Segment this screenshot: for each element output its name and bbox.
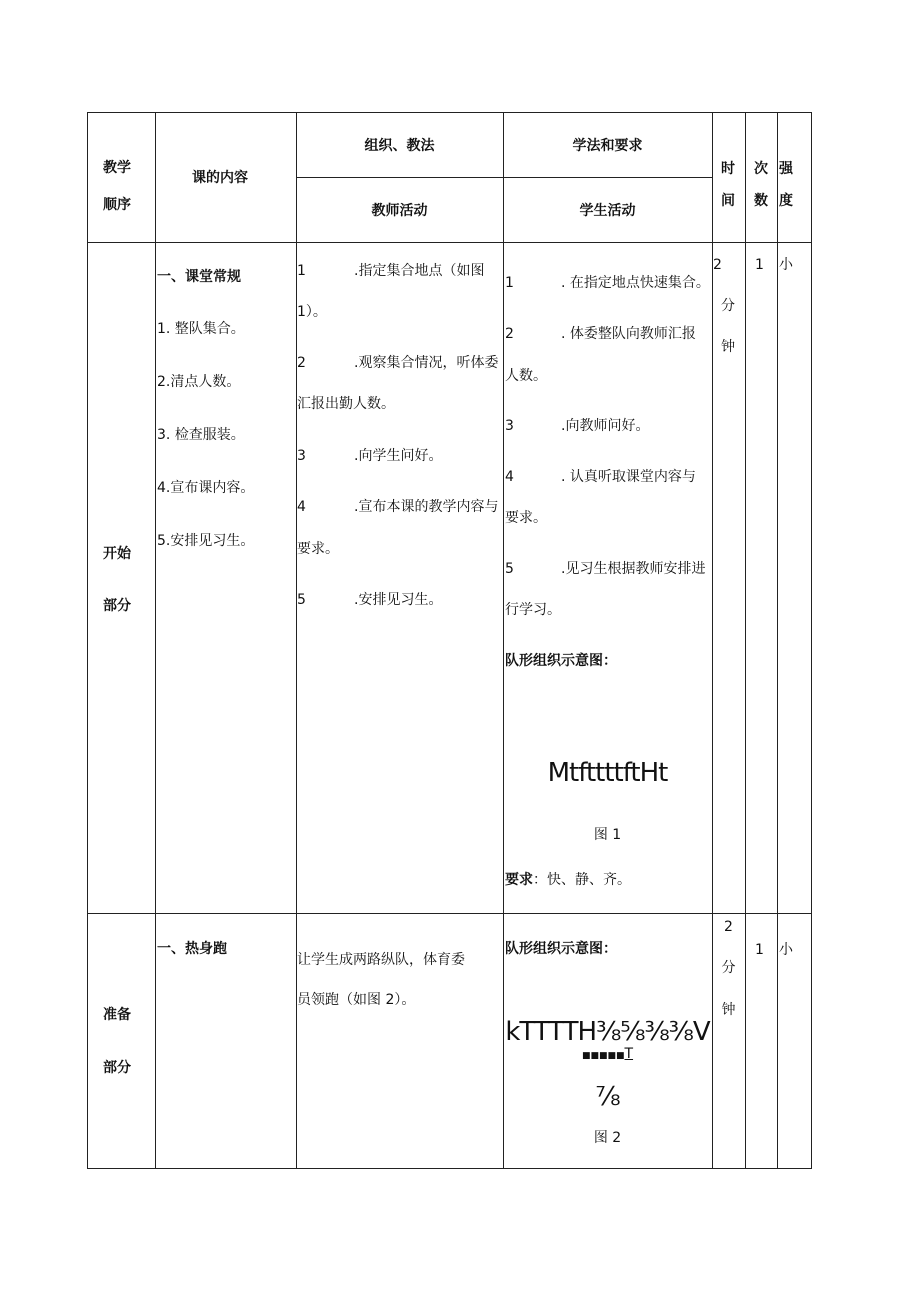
- teacher-item-text: .指定集合地点（如图: [354, 263, 485, 279]
- section2-teacher-line: 员领跑（如图 2）。: [297, 992, 416, 1008]
- section1-content-item: 2.清点人数。: [157, 374, 241, 390]
- teacher-item-num: 5: [297, 592, 306, 608]
- section1-content-item: 3. 检查服装。: [157, 427, 245, 443]
- teacher-item-cont: 1）。: [297, 304, 327, 320]
- section1-content-title: 一、课堂常规: [157, 269, 241, 285]
- section1-time-2: 分: [721, 298, 735, 314]
- student-item-num: 2: [505, 326, 514, 342]
- header-time-2: 间: [721, 193, 735, 209]
- formation-diagram-1: MtfttttftHt: [547, 758, 668, 788]
- section2-name-2: 部分: [103, 1060, 131, 1076]
- col-line-3: [503, 112, 504, 1169]
- teacher-item-text: .宣布本课的教学内容与: [354, 499, 499, 515]
- teacher-item-text: .安排见习生。: [354, 592, 443, 608]
- section1-time-1: 2: [713, 257, 722, 273]
- section2-content-title: 一、热身跑: [157, 941, 227, 957]
- section1-content-item: 4.宣布课内容。: [157, 480, 255, 496]
- formation-marks: [503, 1045, 712, 1065]
- figure-caption-1: 图 1: [593, 827, 622, 843]
- section2-time-2: 分: [721, 960, 736, 976]
- teacher-item-text: .观察集合情况，听体委: [354, 355, 499, 371]
- teacher-item-num: 3: [297, 448, 306, 464]
- section1-content-item: 5.安排见习生。: [157, 533, 255, 549]
- section-divider: [87, 913, 812, 914]
- teacher-item-num: 1: [297, 263, 306, 279]
- header-count-1: 次: [754, 161, 768, 177]
- diagram-label-2: 队形组织示意图：: [505, 941, 617, 957]
- section1-count: 1: [755, 257, 764, 273]
- header-time-1: 时: [721, 161, 735, 177]
- teacher-item-cont: 汇报出勤人数。: [297, 396, 395, 412]
- section2-time-1: 2: [724, 919, 733, 935]
- section2-teacher-line: 让学生成两路纵队，体育委: [297, 952, 465, 968]
- student-item-text: . 体委整队向教师汇报: [561, 326, 696, 342]
- student-item-cont: 要求。: [505, 510, 547, 526]
- header-count-2: 数: [754, 193, 768, 209]
- header-study-req: 学法和要求: [572, 138, 643, 154]
- header-student-activity: 学生活动: [579, 203, 636, 219]
- teacher-item-num: 2: [297, 355, 306, 371]
- student-item-num: 1: [505, 275, 514, 291]
- header-order-2: 顺序: [103, 197, 131, 213]
- header-content: 课的内容: [192, 170, 248, 186]
- teacher-item-text: .向学生问好。: [354, 448, 443, 464]
- section1-name-2: 部分: [103, 598, 131, 614]
- header-divider: [296, 177, 712, 178]
- section2-intensity: 小: [779, 942, 793, 958]
- figure-caption-2: 图 2: [593, 1130, 622, 1146]
- section2-count: 1: [755, 942, 764, 958]
- formation-marks-t: T: [624, 1046, 634, 1062]
- header-bottom-line: [87, 242, 812, 243]
- student-item-text: .见习生根据教师安排进: [561, 561, 706, 577]
- section2-name-1: 准备: [103, 1007, 131, 1023]
- col-line-1: [155, 112, 156, 1169]
- section1-content-item: 1. 整队集合。: [157, 321, 245, 337]
- section2-time-3: 钟: [721, 1002, 736, 1018]
- section1-intensity: 小: [779, 257, 793, 273]
- header-teacher-activity: 教师活动: [371, 203, 428, 219]
- requirement: [505, 871, 631, 889]
- header-order-1: 教学: [103, 160, 131, 176]
- student-item-num: 4: [505, 469, 514, 485]
- formation-marks-blocks: ■■■■■: [581, 1051, 625, 1061]
- diagram-label: 队形组织示意图：: [505, 653, 617, 669]
- formation-diagram-bottom: ⅞: [595, 1082, 620, 1112]
- header-org-method: 组织、教法: [364, 138, 435, 154]
- col-line-5: [745, 112, 746, 1169]
- teacher-item-cont: 要求。: [297, 541, 339, 557]
- section1-name-1: 开始: [103, 546, 131, 562]
- student-item-cont: 人数。: [505, 368, 547, 384]
- section1-time-3: 钟: [721, 339, 735, 355]
- teacher-item-num: 4: [297, 499, 306, 515]
- student-item-text: . 在指定地点快速集合。: [561, 275, 710, 291]
- header-intensity-2: 度: [779, 193, 793, 209]
- requirement-text: ：快、静、齐。: [533, 872, 631, 888]
- formation-diagram-2: kTTTTH⅜⅝⅜⅜V: [505, 1017, 710, 1047]
- student-item-text: . 认真听取课堂内容与: [561, 469, 696, 485]
- col-line-6: [777, 112, 778, 1169]
- student-item-num: 3: [505, 418, 514, 434]
- student-item-num: 5: [505, 561, 514, 577]
- header-intensity-1: 强: [779, 161, 793, 177]
- student-item-text: .向教师问好。: [561, 418, 650, 434]
- requirement-label: 要求: [505, 872, 533, 888]
- student-item-cont: 行学习。: [505, 602, 561, 618]
